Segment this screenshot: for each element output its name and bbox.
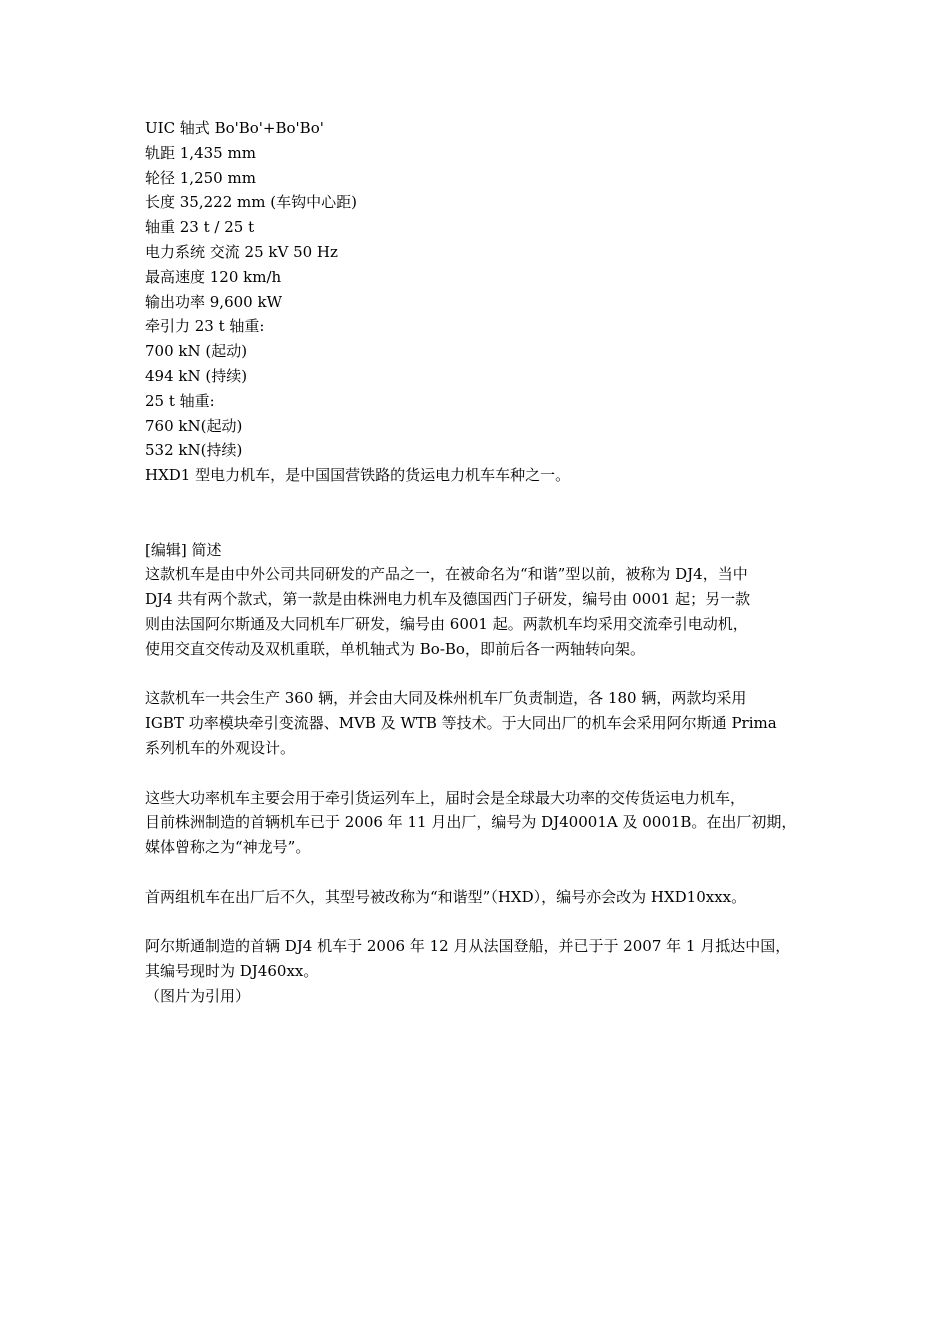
image-caption-note: （图片为引用）: [145, 986, 251, 1005]
paragraph-line: 其编号现时为 DJ460xx。: [145, 962, 319, 981]
spacer: [145, 761, 810, 786]
spec-line-traction: 牵引力 23 t 轴重:: [145, 317, 265, 336]
spacer: [145, 910, 810, 935]
paragraph: [145, 934, 810, 984]
spacer: [145, 860, 810, 885]
spacer: [145, 662, 810, 687]
paragraph-line: DJ4 共有两个款式，第一款是由株洲电力机车及德国西门子研发，编号由 0001 起；另一款: [145, 590, 751, 609]
spec-line-gauge: 轨距 1,435 mm: [145, 143, 256, 162]
paragraph-line: 使用交直交传动及双机重联，单机轴式为 Bo-Bo，即前后各一两轴转向架。: [145, 639, 645, 658]
paragraph: [145, 786, 810, 860]
spec-line-uic: UIC 轴式 Bo'Bo'+Bo'Bo': [145, 119, 324, 137]
paragraph-line: 阿尔斯通制造的首辆 DJ4 机车于 2006 年 12 月从法国登船，并已于于 2007 年 1 月抵达中国，: [145, 937, 791, 956]
spec-line-traction-start-25: 760 kN(起动): [145, 416, 243, 435]
paragraph: [145, 562, 810, 661]
paragraph: [145, 686, 810, 760]
spec-line-wheel: 轮径 1,250 mm: [145, 168, 256, 187]
paragraph-line: 目前株洲制造的首辆机车已于 2006 年 11 月出厂，编号为 DJ40001A 及 0001B。在出厂初期，: [145, 813, 797, 832]
spec-line-axle-25: 25 t 轴重:: [145, 391, 215, 410]
spec-line-max-speed: 最高速度 120 km/h: [145, 267, 282, 286]
paragraph-line: 系列机车的外观设计。: [145, 738, 296, 757]
spec-line-length: 长度 35,222 mm (车钩中心距): [145, 193, 357, 212]
section-heading: [编辑] 简述: [145, 540, 222, 559]
paragraph-line: 这些大功率机车主要会用于牵引货运列车上，届时会是全球最大功率的交传货运电力机车，: [145, 788, 746, 807]
paragraph-line: IGBT 功率模块牵引变流器、MVB 及 WTB 等技术。于大同出厂的机车会采用阿尔斯通 Prima: [145, 714, 777, 733]
spec-line-axle-load: 轴重 23 t / 25 t: [145, 218, 255, 237]
spec-line-traction-cont-23: 494 kN (持续): [145, 366, 248, 385]
document-page: [145, 116, 810, 1009]
paragraph-line: 这款机车是由中外公司共同研发的产品之一，在被命名为“和谐”型以前，被称为 DJ4，当中: [145, 565, 748, 584]
spec-line-power-system: 电力系统 交流 25 kV 50 Hz: [145, 242, 338, 261]
spacer: [145, 488, 810, 538]
paragraph-line: 首两组机车在出厂后不久，其型号被改称为“和谐型”（HXD），编号亦会改为 HXD10xxx。: [145, 887, 747, 906]
spec-list: [145, 116, 810, 488]
intro-sentence: HXD1 型电力机车，是中国国营铁路的货运电力机车车种之一。: [145, 466, 571, 485]
paragraph-line: 媒体曾称之为“神龙号”。: [145, 838, 311, 857]
paragraph-line: 这款机车一共会生产 360 辆，并会由大同及株州机车厂负责制造，各 180 辆，两款均采用: [145, 689, 747, 708]
spec-line-traction-cont-25: 532 kN(持续): [145, 441, 243, 460]
spec-line-traction-start-23: 700 kN (起动): [145, 342, 248, 361]
paragraph-line: 则由法国阿尔斯通及大同机车厂研发，编号由 6001 起。两款机车均采用交流牵引电动机，: [145, 614, 748, 633]
spec-line-output: 输出功率 9,600 kW: [145, 292, 282, 311]
paragraph: [145, 885, 810, 910]
